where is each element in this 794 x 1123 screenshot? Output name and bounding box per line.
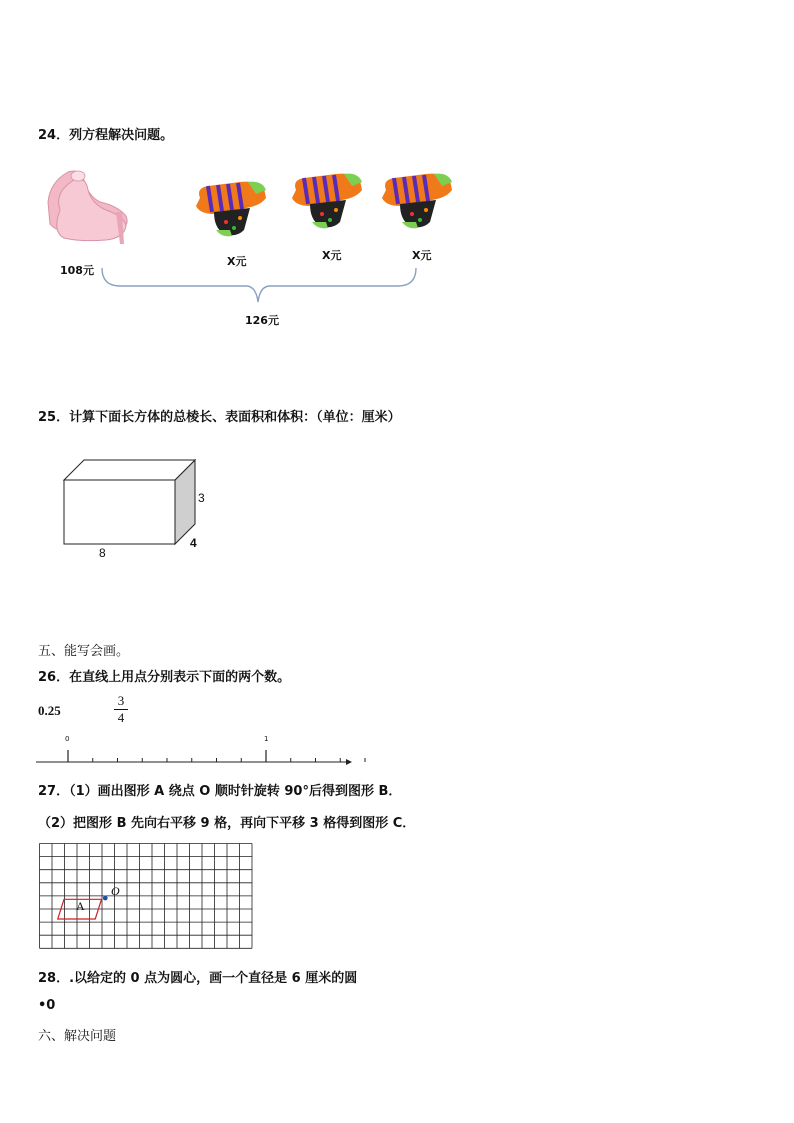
cuboid-height-label: 3 <box>198 491 205 505</box>
tick-label-one: 1 <box>264 735 269 743</box>
question-25-title: 25．计算下面长方体的总棱长、表面积和体积：（单位：厘米） <box>38 410 401 425</box>
question-24-title: 24．列方程解决问题。 <box>38 128 174 143</box>
question-27-part-2: （2）把图形 B 先向右平移 9 格，再向下平移 3 格得到图形 C． <box>38 816 416 831</box>
point-o-label: O <box>111 884 120 898</box>
decimal-number: 0.25 <box>38 703 61 718</box>
cuboid-length-label: 8 <box>99 546 106 560</box>
socks-image-2 <box>282 168 366 232</box>
question-26-title: 26．在直线上用点分别表示下面的两个数。 <box>38 670 291 685</box>
number-line[interactable] <box>36 744 356 768</box>
socks-image-1 <box>186 176 270 240</box>
sock-price-label-2: X元 <box>322 249 342 262</box>
cuboid-figure <box>62 458 202 548</box>
shape-a-label: A <box>76 899 85 913</box>
total-brace <box>100 266 418 306</box>
sock-price-label-1: X元 <box>227 255 247 268</box>
sock-price-label-3: X元 <box>412 249 432 262</box>
section-6-title: 六、解决问题 <box>38 1029 117 1044</box>
cuboid-width-label: 4 <box>190 536 197 550</box>
square-grid[interactable] <box>39 843 254 950</box>
section-5-title: 五、能写会画。 <box>38 644 130 659</box>
fraction-three-quarters <box>114 694 128 725</box>
socks-image-3 <box>372 168 456 232</box>
tick-label-zero: 0 <box>65 735 70 743</box>
question-28-title: 28．.以给定的 0 点为圆心，画一个直径是 6 厘米的圆 <box>38 971 358 986</box>
center-point-0[interactable]: •0 <box>38 998 56 1013</box>
point-o <box>103 896 108 901</box>
total-price-label: 126元 <box>245 314 279 327</box>
shoes-image <box>40 162 135 247</box>
question-27-part-1: 27．（1）画出图形 A 绕点 O 顺时针旋转 90°后得到图形 B． <box>38 784 402 799</box>
fraction-denominator: 4 <box>117 710 125 725</box>
number-line-arrow <box>346 759 352 765</box>
fraction-numerator: 3 <box>117 693 125 708</box>
shoe-price-label: 108元 <box>60 264 94 277</box>
